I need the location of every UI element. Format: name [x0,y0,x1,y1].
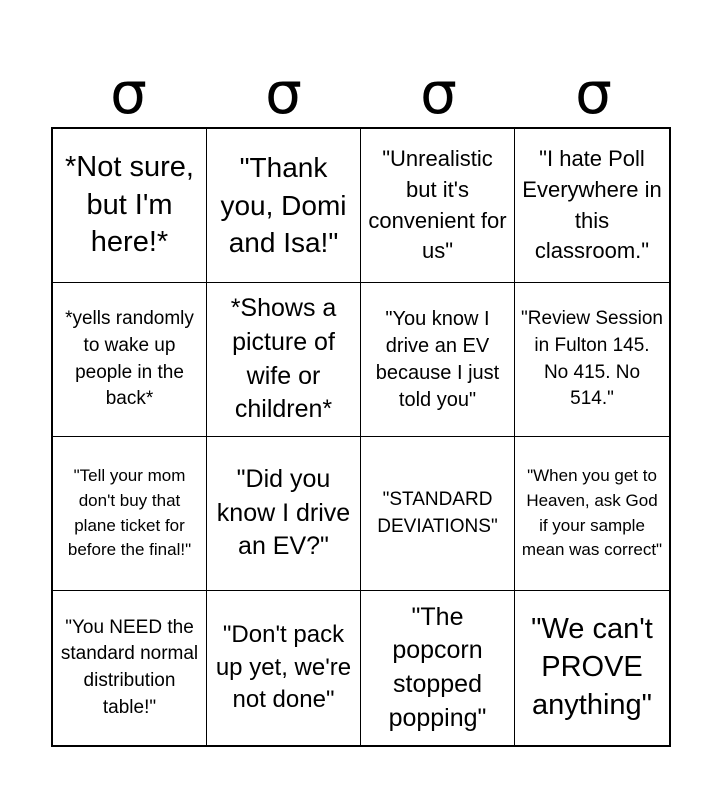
header-letter-3: σ [420,59,457,127]
bingo-cell[interactable] [53,129,207,283]
bingo-cell-text: "I hate Poll Everywhere in this classroom." [522,145,662,264]
bingo-cell[interactable] [53,283,207,437]
bingo-cell[interactable] [207,129,361,283]
bingo-cell[interactable] [361,129,515,283]
bingo-cell-text: "Tell your mom don't buy that plane ticket for before the final!" [67,466,192,560]
bingo-cell-text: "Did you know I drive an EV?" [216,464,351,561]
bingo-cell[interactable] [515,129,669,283]
bingo-cell-text: "Unrealistic but it's convenient for us" [368,145,507,264]
bingo-cell[interactable] [361,437,515,591]
bingo-cell-text: "Don't pack up yet, we're not done" [215,621,352,714]
bingo-cell-text: "Review Session in Fulton 145. No 415. No 514." [521,308,663,410]
bingo-cell-text: "We can't PROVE anything" [531,613,653,721]
bingo-cell-text: *Shows a picture of wife or children* [230,294,337,424]
bingo-cell-text: "You NEED the standard normal distribution table!" [60,616,199,718]
header-letter-2: σ [265,59,302,127]
bingo-cell[interactable] [361,591,515,745]
bingo-cell-text: "The popcorn stopped popping" [388,602,487,732]
bingo-cell[interactable] [53,437,207,591]
header-letter-4: σ [575,59,612,127]
bingo-cell[interactable] [207,591,361,745]
bingo-cell[interactable] [53,591,207,745]
bingo-cell-text: "STANDARD DEVIATIONS" [377,488,498,537]
bingo-cell[interactable] [515,283,669,437]
header-letter-1: σ [110,59,147,127]
bingo-cell[interactable] [361,283,515,437]
bingo-cell[interactable] [515,591,669,745]
bingo-cell-text: "You know I drive an EV because I just told you" [375,307,500,411]
bingo-cell-text: "When you get to Heaven, ask God if your sample mean was correct" [521,466,663,560]
bingo-header [51,58,671,128]
bingo-cell-text: *Not sure, but I'm here!* [65,150,194,259]
bingo-cell-text: "Thank you, Domi and Isa!" [220,151,347,259]
bingo-cell-text: *yells randomly to wake up people in the back* [65,308,194,410]
bingo-cell[interactable] [207,283,361,437]
bingo-cell[interactable] [207,437,361,591]
bingo-cell[interactable] [515,437,669,591]
bingo-board [51,127,671,747]
